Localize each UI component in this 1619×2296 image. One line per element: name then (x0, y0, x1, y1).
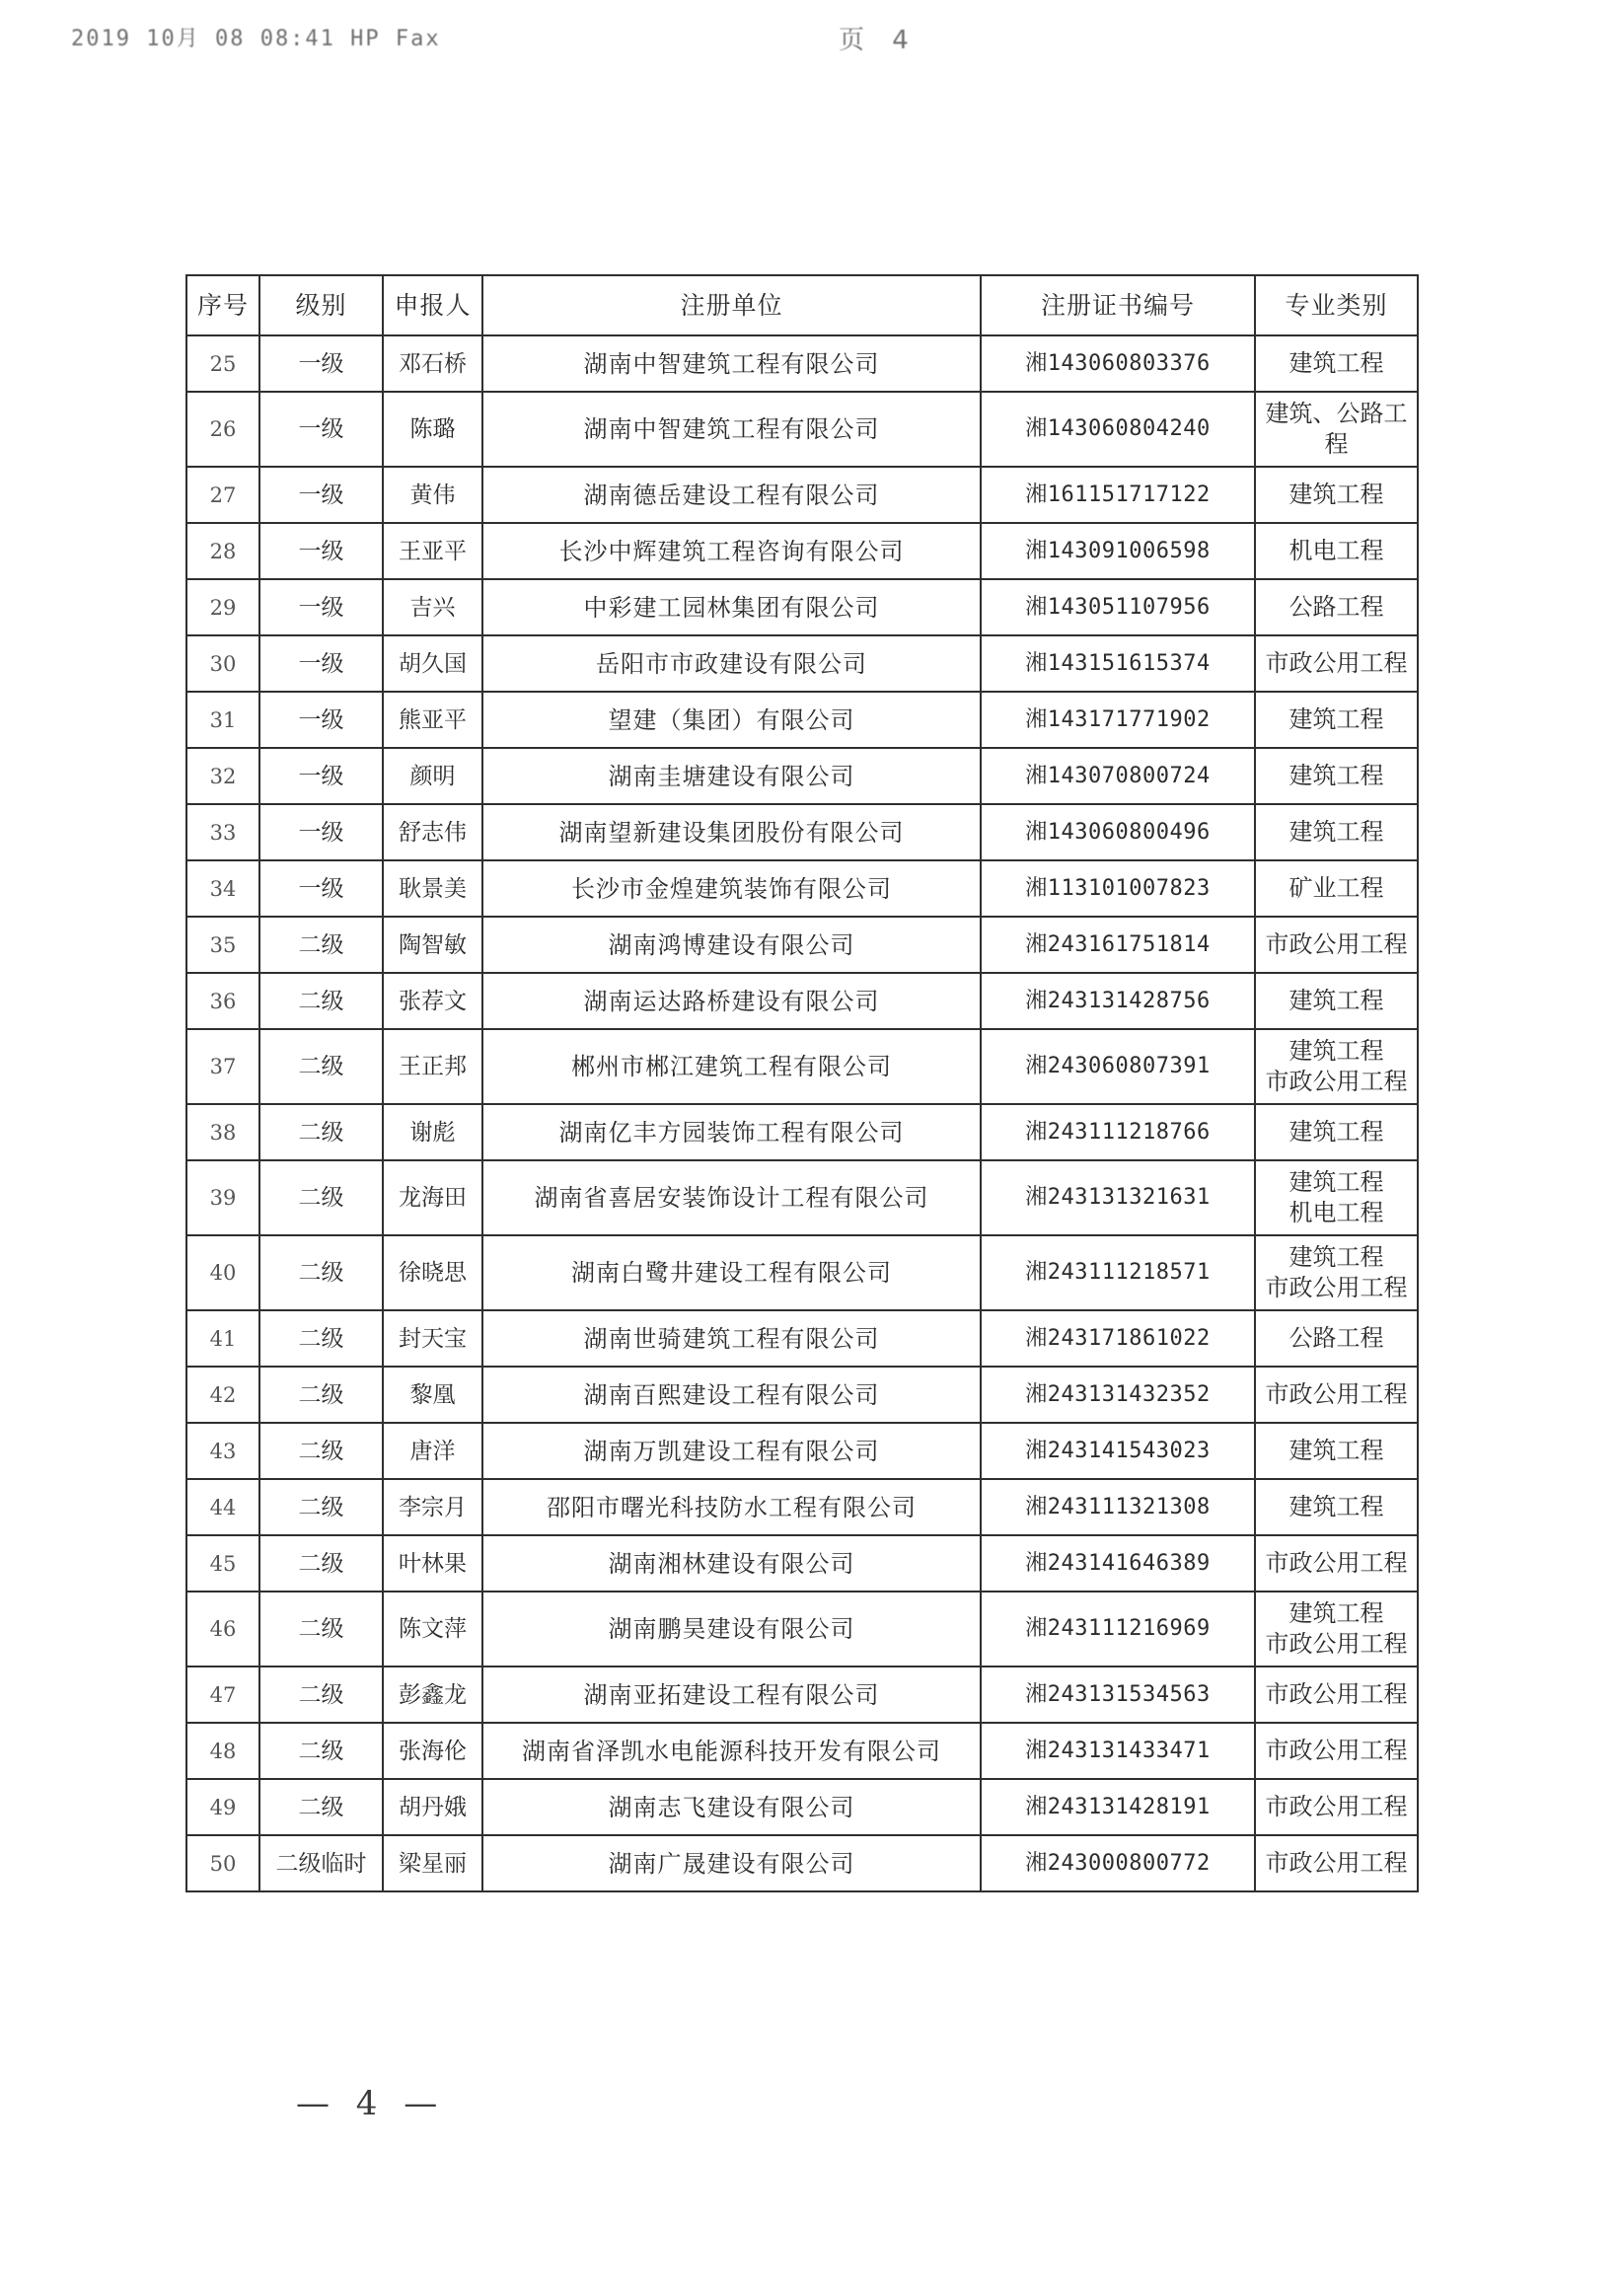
table-row (186, 467, 1418, 523)
cell-certificate-no: 湘243111321308 (981, 1479, 1255, 1535)
cell-registered-unit: 湖南圭塘建设有限公司 (482, 748, 981, 804)
cell-serial-no: 44 (186, 1479, 259, 1535)
table-row (186, 1029, 1418, 1104)
cell-applicant: 张海伦 (383, 1723, 482, 1779)
cell-certificate-no: 湘143051107956 (981, 579, 1255, 635)
cell-level: 二级 (259, 973, 383, 1029)
cell-serial-no: 42 (186, 1367, 259, 1423)
cell-level: 二级 (259, 1423, 383, 1479)
fax-timestamp: 2019 10月 08 08:41 HP Fax (71, 27, 441, 51)
cell-registered-unit: 湖南湘林建设有限公司 (482, 1535, 981, 1592)
cell-level: 二级 (259, 1160, 383, 1235)
table-row (186, 748, 1418, 804)
cell-certificate-no: 湘143151615374 (981, 635, 1255, 692)
cell-specialty: 市政公用工程 (1255, 1535, 1418, 1592)
cell-level: 一级 (259, 635, 383, 692)
cell-serial-no: 45 (186, 1535, 259, 1592)
cell-specialty: 建筑工程 机电工程 (1255, 1160, 1418, 1235)
cell-level: 二级 (259, 1535, 383, 1592)
table-row (186, 1310, 1418, 1367)
cell-level: 二级 (259, 1723, 383, 1779)
cell-specialty: 机电工程 (1255, 523, 1418, 579)
cell-registered-unit: 湖南百熙建设工程有限公司 (482, 1367, 981, 1423)
cell-applicant: 李宗月 (383, 1479, 482, 1535)
cell-specialty: 矿业工程 (1255, 860, 1418, 917)
cell-certificate-no: 湘243131433471 (981, 1723, 1255, 1779)
table-row (186, 973, 1418, 1029)
cell-registered-unit: 湖南志飞建设有限公司 (482, 1779, 981, 1835)
cell-applicant: 黄伟 (383, 467, 482, 523)
table-header-row (186, 275, 1418, 335)
cell-level: 二级 (259, 917, 383, 973)
table-row (186, 1479, 1418, 1535)
cell-level: 一级 (259, 579, 383, 635)
cell-specialty: 建筑工程 市政公用工程 (1255, 1592, 1418, 1666)
cell-specialty: 建筑工程 (1255, 692, 1418, 748)
cell-level: 二级临时 (259, 1835, 383, 1891)
cell-certificate-no: 湘243060807391 (981, 1029, 1255, 1104)
cell-level: 一级 (259, 748, 383, 804)
registration-table (185, 274, 1419, 1892)
cell-registered-unit: 湖南亿丰方园装饰工程有限公司 (482, 1104, 981, 1160)
table-row (186, 1104, 1418, 1160)
cell-level: 二级 (259, 1779, 383, 1835)
cell-certificate-no: 湘143091006598 (981, 523, 1255, 579)
table-row (186, 1423, 1418, 1479)
cell-certificate-no: 湘243131321631 (981, 1160, 1255, 1235)
cell-certificate-no: 湘113101007823 (981, 860, 1255, 917)
cell-applicant: 胡丹娥 (383, 1779, 482, 1835)
cell-serial-no: 49 (186, 1779, 259, 1835)
cell-applicant: 黎凰 (383, 1367, 482, 1423)
table-row (186, 1666, 1418, 1723)
table-row (186, 1723, 1418, 1779)
cell-registered-unit: 湖南运达路桥建设有限公司 (482, 973, 981, 1029)
cell-serial-no: 25 (186, 335, 259, 392)
cell-serial-no: 32 (186, 748, 259, 804)
cell-specialty: 市政公用工程 (1255, 635, 1418, 692)
table-row (186, 1367, 1418, 1423)
header-level: 级别 (259, 275, 383, 335)
table-row (186, 579, 1418, 635)
cell-registered-unit: 长沙市金煌建筑装饰有限公司 (482, 860, 981, 917)
cell-serial-no: 37 (186, 1029, 259, 1104)
cell-certificate-no: 湘243111218766 (981, 1104, 1255, 1160)
cell-specialty: 市政公用工程 (1255, 1666, 1418, 1723)
cell-registered-unit: 湖南鹏昊建设有限公司 (482, 1592, 981, 1666)
cell-certificate-no: 湘243171861022 (981, 1310, 1255, 1367)
cell-level: 二级 (259, 1666, 383, 1723)
cell-registered-unit: 中彩建工园林集团有限公司 (482, 579, 981, 635)
cell-specialty: 建筑工程 (1255, 1423, 1418, 1479)
cell-applicant: 龙海田 (383, 1160, 482, 1235)
cell-serial-no: 40 (186, 1235, 259, 1310)
cell-applicant: 熊亚平 (383, 692, 482, 748)
cell-applicant: 谢彪 (383, 1104, 482, 1160)
header-specialty: 专业类别 (1255, 275, 1418, 335)
cell-level: 一级 (259, 467, 383, 523)
cell-serial-no: 30 (186, 635, 259, 692)
cell-level: 一级 (259, 335, 383, 392)
table-row (186, 335, 1418, 392)
cell-serial-no: 50 (186, 1835, 259, 1891)
cell-certificate-no: 湘143070800724 (981, 748, 1255, 804)
cell-applicant: 颜明 (383, 748, 482, 804)
table-row (186, 1535, 1418, 1592)
cell-level: 一级 (259, 523, 383, 579)
cell-specialty: 市政公用工程 (1255, 1367, 1418, 1423)
cell-registered-unit: 湖南万凯建设工程有限公司 (482, 1423, 981, 1479)
cell-specialty: 公路工程 (1255, 579, 1418, 635)
cell-serial-no: 34 (186, 860, 259, 917)
table-row (186, 1779, 1418, 1835)
cell-applicant: 邓石桥 (383, 335, 482, 392)
cell-applicant: 叶林果 (383, 1535, 482, 1592)
cell-level: 二级 (259, 1104, 383, 1160)
cell-certificate-no: 湘243161751814 (981, 917, 1255, 973)
cell-certificate-no: 湘161151717122 (981, 467, 1255, 523)
cell-serial-no: 28 (186, 523, 259, 579)
cell-registered-unit: 湖南亚拓建设工程有限公司 (482, 1666, 981, 1723)
cell-certificate-no: 湘243131428756 (981, 973, 1255, 1029)
cell-specialty: 市政公用工程 (1255, 1779, 1418, 1835)
cell-registered-unit: 湖南德岳建设工程有限公司 (482, 467, 981, 523)
cell-serial-no: 41 (186, 1310, 259, 1367)
table-row (186, 1235, 1418, 1310)
cell-certificate-no: 湘243131428191 (981, 1779, 1255, 1835)
cell-level: 一级 (259, 804, 383, 860)
cell-registered-unit: 长沙中辉建筑工程咨询有限公司 (482, 523, 981, 579)
cell-specialty: 建筑工程 (1255, 973, 1418, 1029)
cell-registered-unit: 岳阳市市政建设有限公司 (482, 635, 981, 692)
table-row (186, 1160, 1418, 1235)
cell-level: 二级 (259, 1310, 383, 1367)
header-serial-no: 序号 (186, 275, 259, 335)
table-row (186, 917, 1418, 973)
table-row (186, 804, 1418, 860)
cell-registered-unit: 湖南中智建筑工程有限公司 (482, 335, 981, 392)
cell-level: 二级 (259, 1592, 383, 1666)
cell-specialty: 建筑工程 市政公用工程 (1255, 1029, 1418, 1104)
cell-applicant: 吉兴 (383, 579, 482, 635)
cell-specialty: 建筑工程 (1255, 1104, 1418, 1160)
cell-specialty: 建筑工程 (1255, 804, 1418, 860)
cell-specialty: 建筑工程 (1255, 467, 1418, 523)
cell-level: 一级 (259, 392, 383, 467)
table-body (186, 335, 1418, 1891)
cell-registered-unit: 邵阳市曙光科技防水工程有限公司 (482, 1479, 981, 1535)
cell-specialty: 公路工程 (1255, 1310, 1418, 1367)
cell-specialty: 建筑、公路工程 (1255, 392, 1418, 467)
cell-applicant: 张荐文 (383, 973, 482, 1029)
cell-level: 二级 (259, 1367, 383, 1423)
cell-certificate-no: 湘143060800496 (981, 804, 1255, 860)
cell-serial-no: 26 (186, 392, 259, 467)
cell-level: 一级 (259, 692, 383, 748)
cell-applicant: 陈文萍 (383, 1592, 482, 1666)
cell-certificate-no: 湘143060803376 (981, 335, 1255, 392)
cell-certificate-no: 湘243000800772 (981, 1835, 1255, 1891)
cell-registered-unit: 湖南白鹭井建设工程有限公司 (482, 1235, 981, 1310)
cell-specialty: 建筑工程 市政公用工程 (1255, 1235, 1418, 1310)
table-row (186, 692, 1418, 748)
cell-applicant: 王亚平 (383, 523, 482, 579)
cell-specialty: 建筑工程 (1255, 1479, 1418, 1535)
cell-specialty: 建筑工程 (1255, 748, 1418, 804)
cell-serial-no: 27 (186, 467, 259, 523)
table-row (186, 1592, 1418, 1666)
cell-serial-no: 33 (186, 804, 259, 860)
header-applicant: 申报人 (383, 275, 482, 335)
page-number: — 4 — (296, 2084, 446, 2123)
cell-certificate-no: 湘243131432352 (981, 1367, 1255, 1423)
cell-applicant: 唐洋 (383, 1423, 482, 1479)
cell-serial-no: 29 (186, 579, 259, 635)
cell-specialty: 建筑工程 (1255, 335, 1418, 392)
cell-serial-no: 38 (186, 1104, 259, 1160)
cell-registered-unit: 湖南省泽凯水电能源科技开发有限公司 (482, 1723, 981, 1779)
cell-certificate-no: 湘243111216969 (981, 1592, 1255, 1666)
cell-level: 二级 (259, 1029, 383, 1104)
cell-registered-unit: 湖南鸿博建设有限公司 (482, 917, 981, 973)
cell-level: 二级 (259, 1235, 383, 1310)
cell-serial-no: 46 (186, 1592, 259, 1666)
cell-serial-no: 31 (186, 692, 259, 748)
cell-serial-no: 39 (186, 1160, 259, 1235)
table-row (186, 523, 1418, 579)
cell-applicant: 徐晓思 (383, 1235, 482, 1310)
cell-registered-unit: 湖南广晟建设有限公司 (482, 1835, 981, 1891)
cell-certificate-no: 湘243111218571 (981, 1235, 1255, 1310)
cell-specialty: 市政公用工程 (1255, 1835, 1418, 1891)
cell-serial-no: 43 (186, 1423, 259, 1479)
cell-applicant: 陈璐 (383, 392, 482, 467)
cell-specialty: 市政公用工程 (1255, 917, 1418, 973)
cell-serial-no: 35 (186, 917, 259, 973)
cell-serial-no: 47 (186, 1666, 259, 1723)
cell-registered-unit: 湖南中智建筑工程有限公司 (482, 392, 981, 467)
cell-applicant: 王正邦 (383, 1029, 482, 1104)
table-row (186, 392, 1418, 467)
cell-certificate-no: 湘243131534563 (981, 1666, 1255, 1723)
table-row (186, 860, 1418, 917)
cell-serial-no: 48 (186, 1723, 259, 1779)
cell-registered-unit: 郴州市郴江建筑工程有限公司 (482, 1029, 981, 1104)
cell-applicant: 耿景美 (383, 860, 482, 917)
cell-applicant: 胡久国 (383, 635, 482, 692)
cell-certificate-no: 湘243141543023 (981, 1423, 1255, 1479)
cell-certificate-no: 湘143171771902 (981, 692, 1255, 748)
cell-level: 二级 (259, 1479, 383, 1535)
cell-serial-no: 36 (186, 973, 259, 1029)
header-registered-unit: 注册单位 (482, 275, 981, 335)
cell-applicant: 梁星丽 (383, 1835, 482, 1891)
cell-specialty: 市政公用工程 (1255, 1723, 1418, 1779)
cell-applicant: 陶智敏 (383, 917, 482, 973)
cell-level: 一级 (259, 860, 383, 917)
cell-applicant: 封天宝 (383, 1310, 482, 1367)
cell-registered-unit: 湖南省喜居安装饰设计工程有限公司 (482, 1160, 981, 1235)
table-row (186, 1835, 1418, 1891)
cell-registered-unit: 湖南望新建设集团股份有限公司 (482, 804, 981, 860)
cell-applicant: 彭鑫龙 (383, 1666, 482, 1723)
cell-certificate-no: 湘243141646389 (981, 1535, 1255, 1592)
cell-registered-unit: 湖南世骑建筑工程有限公司 (482, 1310, 981, 1367)
cell-certificate-no: 湘143060804240 (981, 392, 1255, 467)
cell-applicant: 舒志伟 (383, 804, 482, 860)
cell-registered-unit: 望建（集团）有限公司 (482, 692, 981, 748)
fax-page-label: 页 4 (839, 26, 919, 55)
table-row (186, 635, 1418, 692)
header-certificate-no: 注册证书编号 (981, 275, 1255, 335)
